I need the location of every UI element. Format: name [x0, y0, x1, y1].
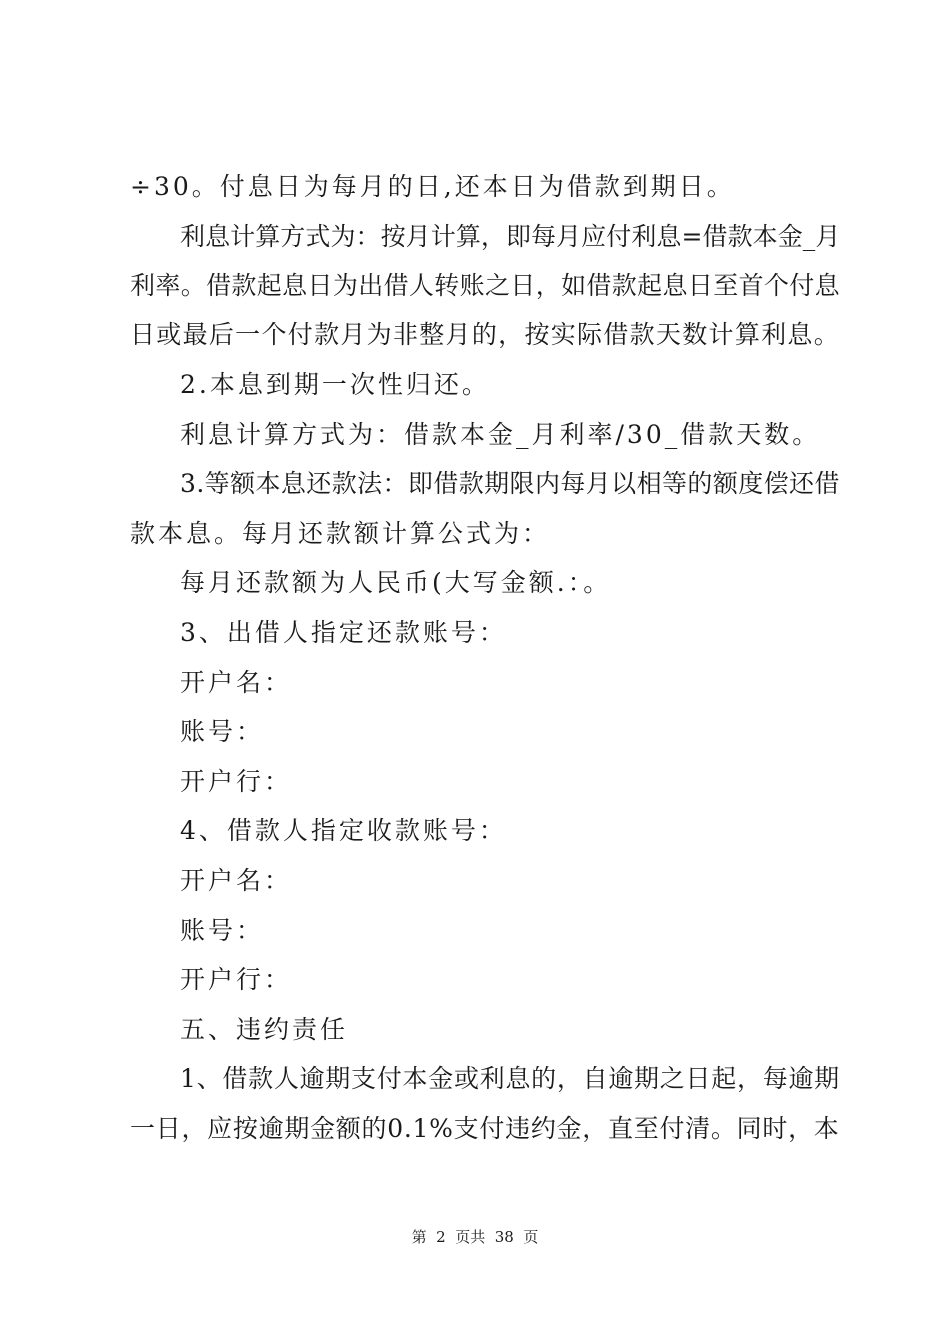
text-line-1: ÷30。付息日为每月的日,还本日为借款到期日。: [130, 172, 735, 201]
text-line-6: 利息计算方式为：借款本金_月利率/30_借款天数。: [180, 420, 821, 449]
page-footer: 第 2 页共 38 页: [411, 1228, 539, 1246]
text-line-15: 开户名：: [180, 866, 293, 895]
text-line-10: 3、出借人指定还款账号：: [180, 618, 507, 647]
text-line-14: 4、借款人指定收款账号：: [180, 816, 507, 845]
text-line-3: 利率。借款起息日为出借人转账之日，如借款起息日至首个付息: [130, 271, 841, 300]
text-line-19: 1、借款人逾期支付本金或利息的，自逾期之日起，每逾期: [180, 1064, 840, 1093]
text-line-9: 每月还款额为人民币(大写金额.：。: [180, 568, 612, 597]
text-line-13: 开户行：: [180, 767, 293, 796]
text-line-20: 一日，应按逾期金额的0.1%支付违约金，直至付清。同时，本: [130, 1114, 840, 1143]
text-line-8: 款本息。每月还款额计算公式为：: [130, 519, 551, 548]
text-line-16: 账号：: [180, 916, 265, 945]
text-line-2: 利息计算方式为：按月计算，即每月应付利息=借款本金_月: [180, 222, 841, 251]
text-line-5: 2.本息到期一次性归还。: [180, 370, 490, 399]
text-line-7: 3.等额本息还款法：即借款期限内每月以相等的额度偿还借: [180, 469, 840, 498]
text-line-4: 日或最后一个付款月为非整月的，按实际借款天数计算利息。: [130, 320, 841, 349]
text-line-17: 开户行：: [180, 965, 293, 994]
text-line-11: 开户名：: [180, 668, 293, 697]
text-line-18: 五、违约责任: [180, 1015, 349, 1044]
text-line-12: 账号：: [180, 717, 265, 746]
